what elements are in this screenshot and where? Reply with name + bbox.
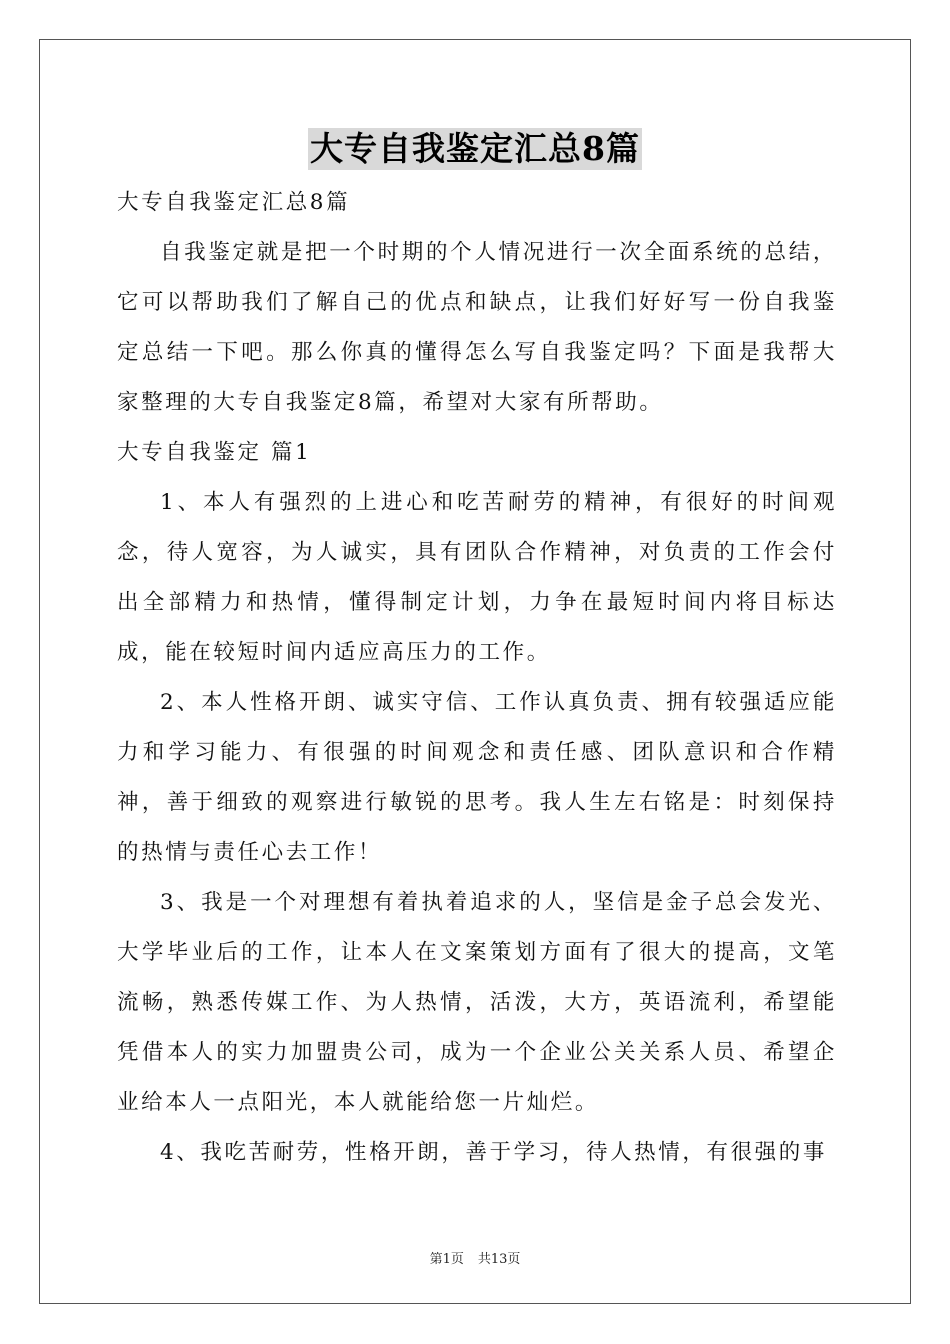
body-paragraph: 1、本人有强烈的上进心和吃苦耐劳的精神，有很好的时间观念，待人宽容，为人诚实，具有团队合作精神，对负责的工作会付出全部精力和热情，懂得制定计划，力争在最短时间内将目标达成，能在较短时间内适应高压力的工作。: [117, 490, 837, 665]
intro-paragraph: 自我鉴定就是把一个时期的个人情况进行一次全面系统的总结，它可以帮助我们了解自己的优点和缺点，让我们好好写一份自我鉴定总结一下吧。那么你真的懂得怎么写自我鉴定吗？下面是我帮大家整理的大专自我鉴定8篇，希望对大家有所帮助。: [117, 240, 837, 415]
document-body: [117, 178, 837, 1178]
page-footer: [0, 1248, 950, 1267]
document-title: 大专自我鉴定汇总8篇: [310, 129, 640, 168]
title-container: [0, 128, 950, 170]
document-subtitle: 大专自我鉴定汇总8篇: [117, 190, 351, 215]
page-number: 第1页: [429, 1252, 464, 1267]
section-heading: 大专自我鉴定 篇1: [117, 440, 312, 465]
body-paragraph: 4、我吃苦耐劳，性格开朗，善于学习，待人热情，有很强的事: [160, 1140, 827, 1165]
body-paragraph: 2、本人性格开朗、诚实守信、工作认真负责、拥有较强适应能力和学习能力、有很强的时间观念和责任感、团队意识和合作精神，善于细致的观察进行敏锐的思考。我人生左右铭是：时刻保持的热情与责任心去工作！: [117, 690, 837, 865]
page-total: 共13页: [477, 1252, 521, 1267]
body-paragraph: 3、我是一个对理想有着执着追求的人，坚信是金子总会发光、大学毕业后的工作，让本人在文案策划方面有了很大的提高，文笔流畅，熟悉传媒工作、为人热情，活泼，大方，英语流利，希望能凭借本人的实力加盟贵公司，成为一个企业公关关系人员、希望企业给本人一点阳光，本人就能给您一片灿烂。: [117, 890, 837, 1115]
